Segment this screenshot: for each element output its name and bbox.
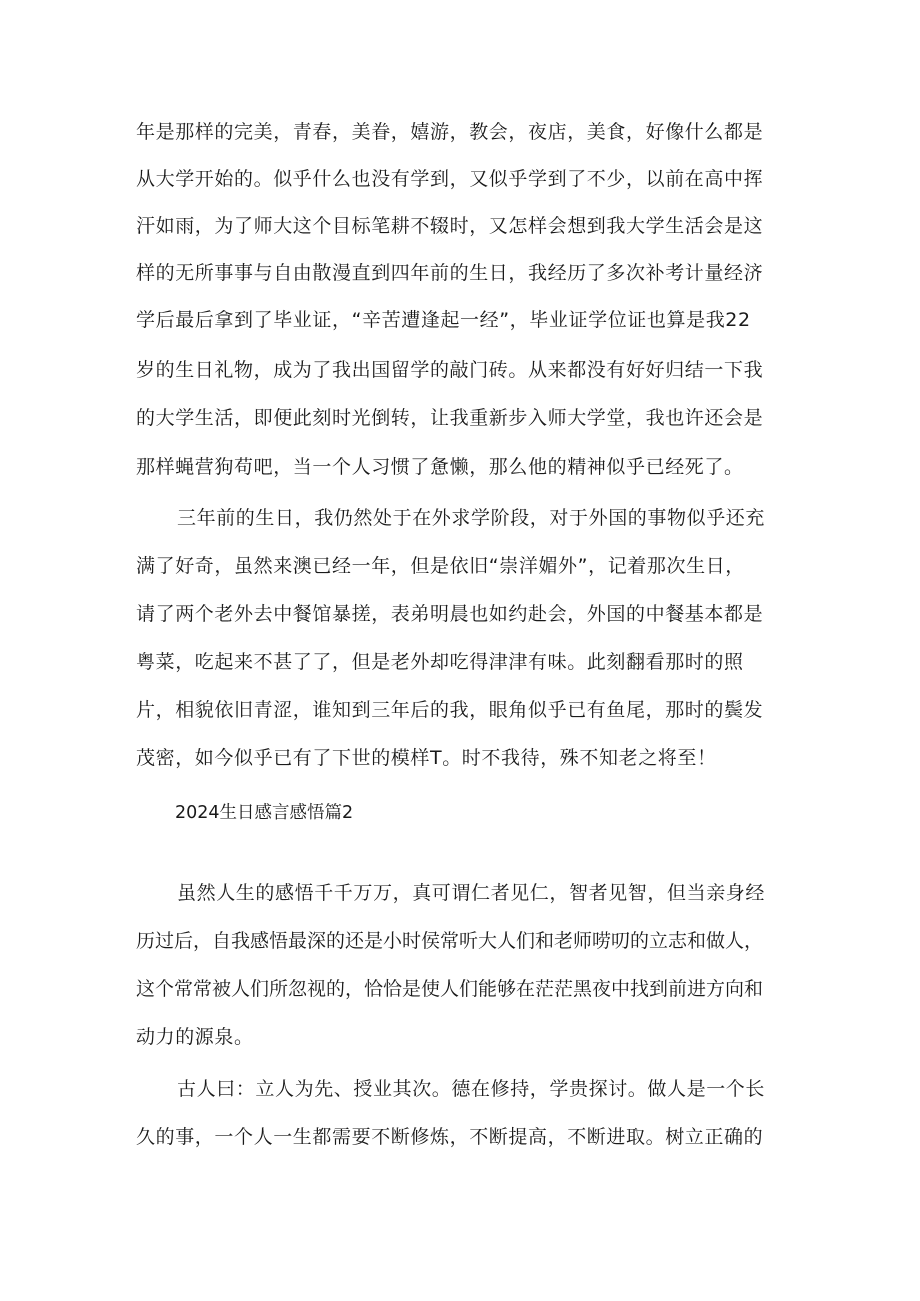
text-line: 三年前的生日，我仍然处于在外求学阶段，对于外国的事物似乎还充 (177, 507, 766, 529)
section-heading: 2024生日感言感悟篇2 (175, 803, 354, 823)
text-line: 那样蝇营狗苟吧，当一个人习惯了惫懒，那么他的精神似乎已经死了。 (136, 456, 744, 478)
text-line: 历过后，自我感悟最深的还是小时侯常听大人们和老师唠叨的立志和做人， (136, 930, 764, 952)
text-line: 请了两个老外去中餐馆暴搓，表弟明晨也如约赴会，外国的中餐基本都是 (136, 603, 764, 625)
text-line: 岁的生日礼物，成为了我出国留学的敲门砖。从来都没有好好归结一下我 (136, 359, 764, 381)
text-line: 久的事，一个人一生都需要不断修炼，不断提高，不断进取。树立正确的 (136, 1126, 764, 1148)
text-line: 片，相貌依旧青涩，谁知到三年后的我，眼角似乎已有鱼尾，那时的鬓发 (136, 699, 764, 721)
text-line: 样的无所事事与自由散漫直到四年前的生日，我经历了多次补考计量经济 (136, 262, 764, 284)
text-line: 年是那样的完美，青春，美眷，嬉游，教会，夜店，美食，好像什么都是 (136, 121, 764, 143)
text-line: 学后最后拿到了毕业证，“辛苦遭逢起一经”，毕业证学位证也算是我22 (136, 309, 751, 331)
text-line: 汗如雨，为了师大这个目标笔耕不辍时，又怎样会想到我大学生活会是这 (136, 215, 764, 237)
text-line: 虽然人生的感悟千千万万，真可谓仁者见仁，智者见智，但当亲身经 (177, 882, 766, 904)
text-line: 从大学开始的。似乎什么也没有学到，又似乎学到了不少，以前在高中挥 (136, 168, 764, 190)
text-line: 满了好奇，虽然来澳已经一年，但是依旧“崇洋媚外”，记着那次生日， (136, 555, 745, 577)
text-line: 的大学生活，即便此刻时光倒转，让我重新步入师大学堂，我也许还会是 (136, 407, 764, 429)
text-line: 茂密，如今似乎已有了下世的模样T。时不我待，殊不知老之将至！ (136, 747, 717, 769)
text-line: 古人曰：立人为先、授业其次。德在修持，学贵探讨。做人是一个长 (177, 1078, 766, 1100)
text-line: 粤菜，吃起来不甚了了，但是老外却吃得津津有味。此刻翻看那时的照 (136, 651, 744, 673)
text-line: 这个常常被人们所忽视的，恰恰是使人们能够在茫茫黑夜中找到前进方向和 (136, 978, 764, 1000)
text-line: 动力的源泉。 (136, 1026, 254, 1048)
